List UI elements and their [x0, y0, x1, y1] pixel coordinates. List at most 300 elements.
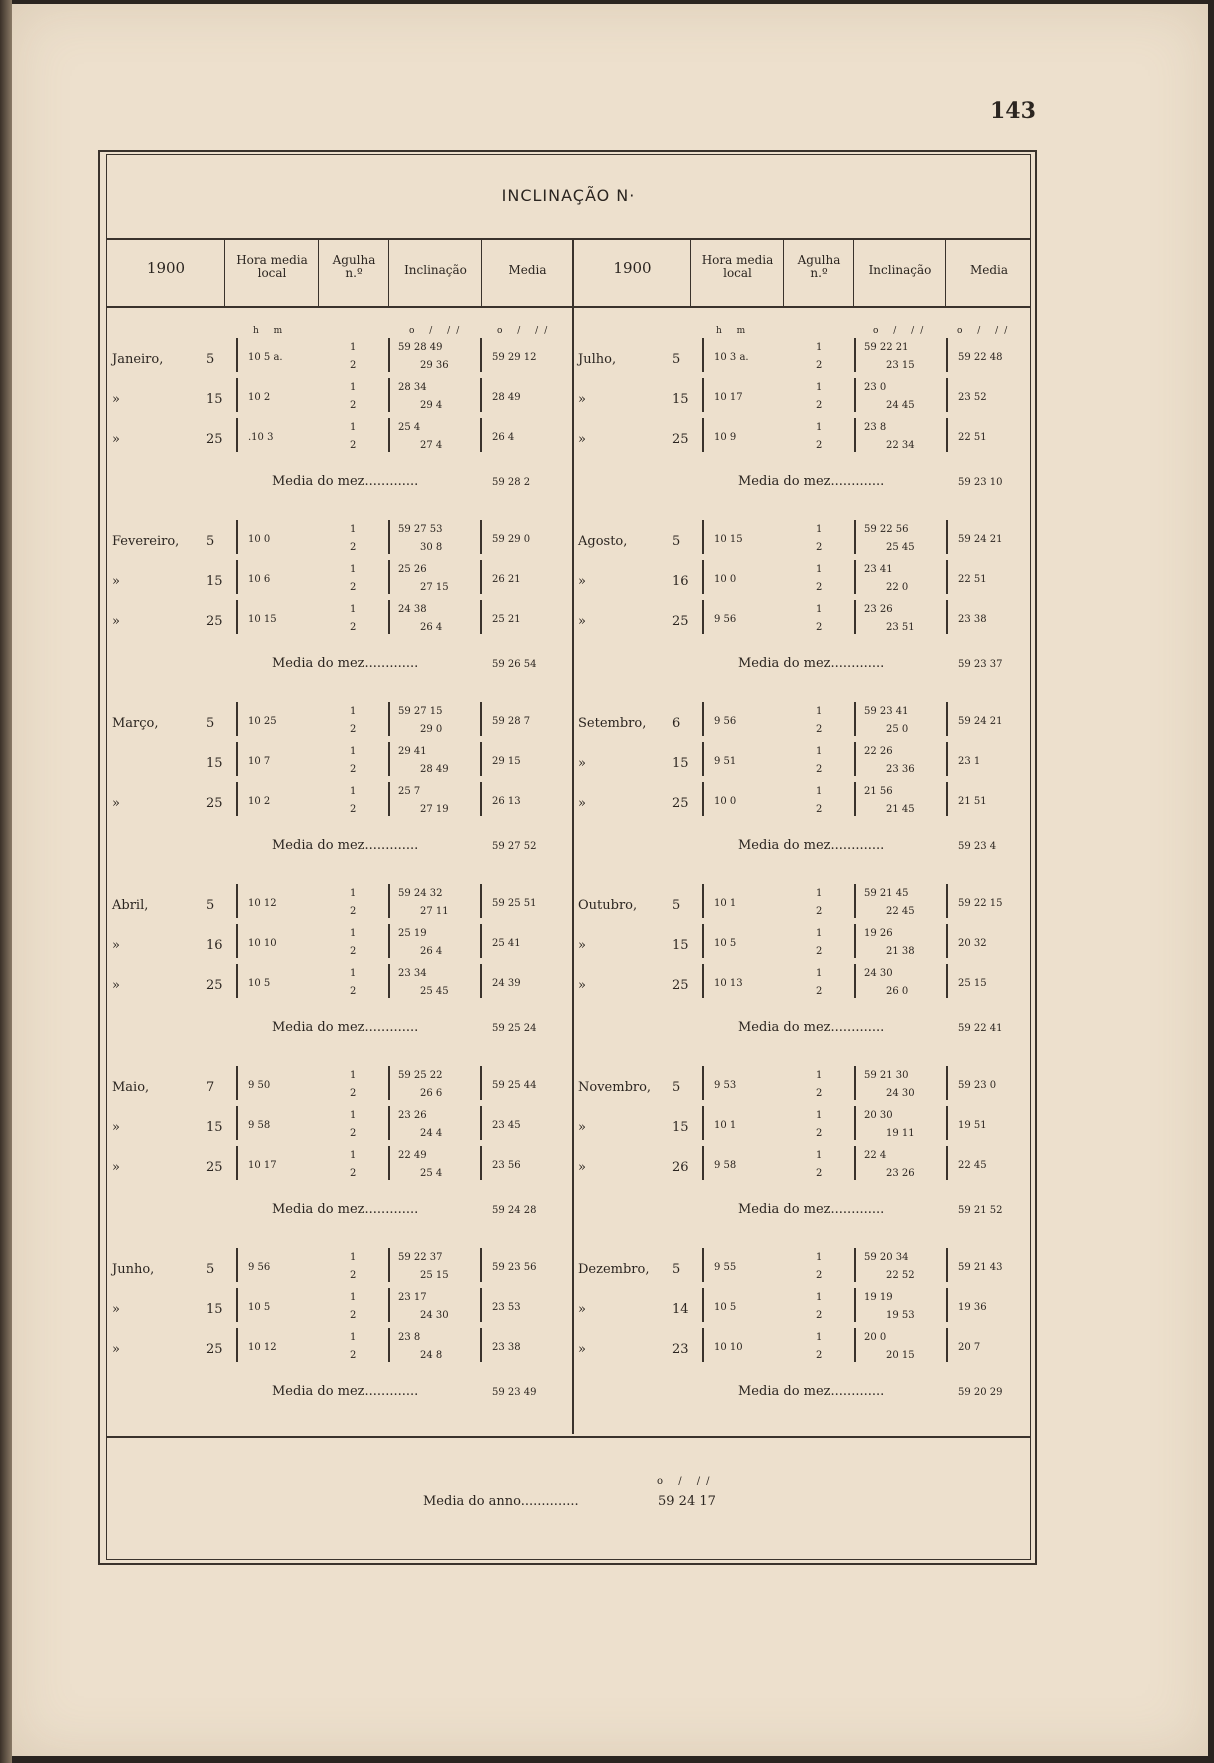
inclination-value: 21 56 [864, 786, 893, 797]
row-bracket [854, 600, 856, 634]
needle-number: 1 [350, 1332, 357, 1343]
mean-value: 20 32 [958, 938, 987, 949]
inclination-value: 59 21 45 [864, 888, 909, 899]
row-bracket [854, 884, 856, 918]
row-bracket [480, 1248, 482, 1282]
row-bracket [388, 1106, 390, 1140]
inclination-value: 29 41 [398, 746, 427, 757]
needle-number: 1 [350, 1292, 357, 1303]
mean-value: 23 56 [492, 1160, 521, 1171]
row-bracket [236, 520, 238, 554]
month-label: Outubro, [578, 898, 638, 913]
month-label: » [112, 1342, 120, 1357]
local-time: 10 12 [248, 1342, 277, 1353]
needle-number: 2 [816, 1168, 823, 1179]
row-bracket [702, 702, 704, 736]
inclination-value: 23 26 [864, 604, 893, 615]
day-number: 5 [672, 1262, 681, 1277]
central-divider [572, 238, 574, 1434]
header-sep [853, 238, 854, 306]
day-number: 15 [206, 574, 223, 589]
local-time: 10 1 [714, 898, 737, 909]
needle-number: 1 [816, 564, 823, 575]
media-do-mez-label: Media do mez............. [272, 1202, 419, 1217]
row-bracket [854, 520, 856, 554]
needle-number: 2 [816, 542, 823, 553]
month-label: » [112, 1160, 120, 1175]
needle-number: 2 [350, 360, 357, 371]
local-time: 10 15 [248, 614, 277, 625]
mean-value: 23 38 [958, 614, 987, 625]
needle-number: 2 [350, 622, 357, 633]
row-bracket [388, 924, 390, 958]
row-bracket [480, 702, 482, 736]
needle-number: 2 [350, 1310, 357, 1321]
needle-number: 1 [816, 1150, 823, 1161]
inclination-value: 22 26 [864, 746, 893, 757]
media-do-mez-value: 59 22 41 [958, 1023, 1003, 1034]
day-number: 25 [206, 432, 223, 447]
book-spine [0, 0, 12, 1763]
needle-number: 2 [816, 360, 823, 371]
media-do-mez-value: 59 28 2 [492, 477, 531, 488]
inclination-value: 25 19 [398, 928, 427, 939]
row-bracket [388, 884, 390, 918]
row-bracket [388, 1288, 390, 1322]
row-bracket [946, 1288, 948, 1322]
needle-number: 1 [816, 888, 823, 899]
inclination-value: 23 8 [864, 422, 887, 433]
mean-value: 59 28 7 [492, 716, 531, 727]
row-bracket [702, 378, 704, 412]
media-do-mez-value: 59 23 49 [492, 1387, 537, 1398]
inclination-value: 59 25 22 [398, 1070, 443, 1081]
inclination-value: 27 19 [420, 804, 449, 815]
local-time: 10 17 [714, 392, 743, 403]
inclination-value: 22 49 [398, 1150, 427, 1161]
local-time: 10 0 [714, 574, 737, 585]
inclination-value: 27 15 [420, 582, 449, 593]
local-time: 10 25 [248, 716, 277, 727]
mean-value: 23 45 [492, 1120, 521, 1131]
inclination-value: 24 4 [420, 1128, 443, 1139]
local-time: 9 53 [714, 1080, 737, 1091]
mean-value: 21 51 [958, 796, 987, 807]
needle-number: 2 [816, 986, 823, 997]
row-bracket [236, 1248, 238, 1282]
day-number: 5 [672, 534, 681, 549]
media-do-mez-value: 59 21 52 [958, 1205, 1003, 1216]
month-label: » [578, 756, 586, 771]
inclination-value: 29 4 [420, 400, 443, 411]
month-label: » [112, 574, 120, 589]
row-bracket [854, 418, 856, 452]
day-number: 25 [206, 796, 223, 811]
inclination-value: 24 45 [886, 400, 915, 411]
month-label: Março, [112, 716, 159, 731]
media-do-mez-value: 59 27 52 [492, 841, 537, 852]
month-label: » [112, 614, 120, 629]
needle-number: 2 [816, 1088, 823, 1099]
row-bracket [236, 702, 238, 736]
row-bracket [946, 520, 948, 554]
local-time: 10 0 [714, 796, 737, 807]
mean-value: 19 51 [958, 1120, 987, 1131]
day-number: 5 [206, 716, 215, 731]
mean-value: 22 45 [958, 1160, 987, 1171]
row-bracket [480, 418, 482, 452]
needle-number: 1 [350, 1110, 357, 1121]
local-time: 10 12 [248, 898, 277, 909]
row-bracket [946, 884, 948, 918]
inclination-value: 20 30 [864, 1110, 893, 1121]
row-bracket [702, 1066, 704, 1100]
inclination-value: 24 8 [420, 1350, 443, 1361]
row-bracket [946, 964, 948, 998]
inclination-value: 25 26 [398, 564, 427, 575]
inclination-value: 20 15 [886, 1350, 915, 1361]
inclination-value: 24 30 [864, 968, 893, 979]
row-bracket [236, 1328, 238, 1362]
local-time: 10 1 [714, 1120, 737, 1131]
row-bracket [702, 924, 704, 958]
row-bracket [854, 964, 856, 998]
row-bracket [388, 600, 390, 634]
header-bottom-rule [106, 306, 1031, 308]
row-bracket [702, 782, 704, 816]
inclination-value: 23 15 [886, 360, 915, 371]
needle-number: 1 [816, 746, 823, 757]
header-sep [224, 238, 225, 306]
needle-number: 2 [350, 1270, 357, 1281]
inclination-value: 27 4 [420, 440, 443, 451]
needle-number: 2 [816, 1350, 823, 1361]
local-time: 10 5 [714, 1302, 737, 1313]
needle-number: 2 [816, 1128, 823, 1139]
inclination-value: 25 0 [886, 724, 909, 735]
inclination-value: 19 11 [886, 1128, 915, 1139]
media-do-mez-label: Media do mez............. [738, 474, 885, 489]
needle-number: 2 [350, 440, 357, 451]
day-number: 14 [672, 1302, 689, 1317]
row-bracket [702, 1328, 704, 1362]
day-number: 25 [206, 1342, 223, 1357]
needle-number: 1 [816, 1110, 823, 1121]
inclination-value: 25 45 [886, 542, 915, 553]
needle-number: 2 [350, 1168, 357, 1179]
month-label: » [578, 1120, 586, 1135]
media-do-mez-label: Media do mez............. [272, 838, 419, 853]
row-bracket [388, 1066, 390, 1100]
needle-number: 1 [350, 1150, 357, 1161]
local-time: 10 9 [714, 432, 737, 443]
inclination-value: 23 51 [886, 622, 915, 633]
row-bracket [946, 1328, 948, 1362]
needle-number: 1 [350, 888, 357, 899]
needle-number: 1 [816, 524, 823, 535]
day-number: 6 [672, 716, 681, 731]
needle-number: 1 [816, 382, 823, 393]
header-hora: Hora media local [236, 253, 308, 280]
needle-number: 2 [816, 582, 823, 593]
day-number: 5 [206, 534, 215, 549]
day-number: 15 [672, 938, 689, 953]
inclination-value: 21 38 [886, 946, 915, 957]
inclination-value: 59 27 15 [398, 706, 443, 717]
needle-number: 2 [350, 906, 357, 917]
month-label: Setembro, [578, 716, 647, 731]
local-time: 9 55 [714, 1262, 737, 1273]
day-number: 7 [206, 1080, 215, 1095]
mean-value: 22 51 [958, 432, 987, 443]
needle-number: 2 [350, 724, 357, 735]
row-bracket [702, 338, 704, 372]
row-bracket [702, 418, 704, 452]
annual-separator-rule [106, 1436, 1031, 1438]
row-bracket [702, 1288, 704, 1322]
header-hora-right: Hora media local [701, 253, 774, 280]
row-bracket [388, 1248, 390, 1282]
units-angle: o / // [957, 326, 1014, 336]
day-number: 5 [672, 898, 681, 913]
needle-number: 1 [350, 564, 357, 575]
inclination-value: 26 0 [886, 986, 909, 997]
local-time: 10 10 [248, 938, 277, 949]
needle-number: 2 [350, 542, 357, 553]
row-bracket [480, 378, 482, 412]
needle-number: 1 [350, 604, 357, 615]
local-time: 10 15 [714, 534, 743, 545]
row-bracket [388, 782, 390, 816]
local-time: 10 2 [248, 392, 271, 403]
row-bracket [480, 560, 482, 594]
inclination-value: 59 23 41 [864, 706, 909, 717]
mean-value: 23 38 [492, 1342, 521, 1353]
needle-number: 1 [816, 786, 823, 797]
row-bracket [854, 742, 856, 776]
needle-number: 2 [816, 906, 823, 917]
row-bracket [946, 1248, 948, 1282]
inclination-value: 59 27 53 [398, 524, 443, 535]
row-bracket [946, 742, 948, 776]
local-time: 10 5 [248, 978, 271, 989]
inclination-value: 19 53 [886, 1310, 915, 1321]
month-label: » [112, 978, 120, 993]
month-label: » [578, 432, 586, 447]
needle-number: 1 [816, 968, 823, 979]
mean-value: 59 23 0 [958, 1080, 997, 1091]
needle-number: 1 [350, 1070, 357, 1081]
needle-number: 2 [350, 804, 357, 815]
local-time: 10 13 [714, 978, 743, 989]
day-number: 16 [672, 574, 689, 589]
needle-number: 2 [350, 1128, 357, 1139]
row-bracket [480, 964, 482, 998]
media-do-mez-label: Media do mez............. [738, 838, 885, 853]
needle-number: 2 [350, 986, 357, 997]
needle-number: 2 [350, 946, 357, 957]
mean-value: 28 49 [492, 392, 521, 403]
needle-number: 2 [816, 622, 823, 633]
row-bracket [946, 782, 948, 816]
day-number: 5 [206, 898, 215, 913]
row-bracket [946, 378, 948, 412]
day-number: 15 [206, 1302, 223, 1317]
row-bracket [946, 924, 948, 958]
day-number: 5 [206, 352, 215, 367]
header-agulha-right: Agulha n.º [797, 253, 841, 280]
needle-number: 1 [816, 1332, 823, 1343]
needle-number: 1 [350, 786, 357, 797]
inclination-value: 28 34 [398, 382, 427, 393]
inclination-value: 19 26 [864, 928, 893, 939]
units-hour: h m [253, 326, 289, 336]
needle-number: 1 [816, 1070, 823, 1081]
header-media-right: Media [969, 263, 1009, 277]
mean-value: 59 22 15 [958, 898, 1003, 909]
needle-number: 2 [350, 582, 357, 593]
media-do-mez-label: Media do mez............. [272, 1384, 419, 1399]
row-bracket [480, 1066, 482, 1100]
row-bracket [946, 1146, 948, 1180]
row-bracket [480, 1146, 482, 1180]
row-bracket [854, 1248, 856, 1282]
header-year-right: 1900 [613, 259, 652, 277]
row-bracket [388, 964, 390, 998]
month-label: » [112, 796, 120, 811]
needle-number: 1 [350, 382, 357, 393]
row-bracket [946, 600, 948, 634]
month-label: » [112, 392, 120, 407]
inclination-value: 24 30 [886, 1088, 915, 1099]
inclination-value: 59 28 49 [398, 342, 443, 353]
header-sep [690, 238, 691, 306]
month-label: » [578, 574, 586, 589]
inclination-value: 23 26 [886, 1168, 915, 1179]
needle-number: 1 [816, 706, 823, 717]
inclination-value: 27 11 [420, 906, 449, 917]
needle-number: 2 [350, 764, 357, 775]
media-do-mez-label: Media do mez............. [272, 656, 419, 671]
inclination-value: 22 4 [864, 1150, 887, 1161]
local-time: 9 56 [714, 614, 737, 625]
row-bracket [388, 338, 390, 372]
needle-number: 1 [350, 422, 357, 433]
needle-number: 1 [816, 928, 823, 939]
month-label: Fevereiro, [112, 534, 180, 549]
month-label: » [578, 1302, 586, 1317]
row-bracket [480, 1288, 482, 1322]
local-time: 9 56 [248, 1262, 271, 1273]
local-time: 10 6 [248, 574, 271, 585]
local-time: 9 51 [714, 756, 737, 767]
local-time: 10 17 [248, 1160, 277, 1171]
row-bracket [236, 782, 238, 816]
row-bracket [854, 1328, 856, 1362]
month-label: » [578, 1342, 586, 1357]
local-time: 10 0 [248, 534, 271, 545]
row-bracket [236, 1066, 238, 1100]
row-bracket [854, 1106, 856, 1140]
row-bracket [480, 742, 482, 776]
mean-value: 59 21 43 [958, 1262, 1003, 1273]
mean-value: 29 15 [492, 756, 521, 767]
row-bracket [236, 560, 238, 594]
needle-number: 1 [350, 706, 357, 717]
month-label: » [578, 938, 586, 953]
row-bracket [480, 1328, 482, 1362]
inclination-value: 23 26 [398, 1110, 427, 1121]
day-number: 15 [206, 1120, 223, 1135]
day-number: 25 [672, 978, 689, 993]
row-bracket [480, 924, 482, 958]
inclination-value: 59 22 21 [864, 342, 909, 353]
row-bracket [236, 378, 238, 412]
media-do-mez-label: Media do mez............. [272, 474, 419, 489]
needle-number: 1 [350, 1252, 357, 1263]
mean-value: 25 15 [958, 978, 987, 989]
mean-value: 26 21 [492, 574, 521, 585]
row-bracket [480, 520, 482, 554]
row-bracket [480, 884, 482, 918]
row-bracket [946, 338, 948, 372]
row-bracket [854, 560, 856, 594]
local-time: 10 7 [248, 756, 271, 767]
inclination-value: 23 17 [398, 1292, 427, 1303]
inclination-value: 29 36 [420, 360, 449, 371]
row-bracket [236, 742, 238, 776]
row-bracket [388, 560, 390, 594]
header-sep [388, 238, 389, 306]
day-number: 23 [672, 1342, 689, 1357]
annual-units: o / // [657, 1476, 716, 1487]
media-do-mez-label: Media do mez............. [272, 1020, 419, 1035]
row-bracket [480, 1106, 482, 1140]
media-do-mez-value: 59 26 54 [492, 659, 537, 670]
month-label: Agosto, [578, 534, 628, 549]
mean-value: 26 4 [492, 432, 515, 443]
header-year: 1900 [146, 259, 186, 277]
units-angle: o / // [873, 326, 930, 336]
local-time: 9 58 [714, 1160, 737, 1171]
month-label: Junho, [112, 1262, 155, 1277]
month-label: » [112, 432, 120, 447]
mean-value: 23 52 [958, 392, 987, 403]
row-bracket [702, 1106, 704, 1140]
header-sep [481, 238, 482, 306]
month-label: Dezembro, [578, 1262, 650, 1277]
day-number: 15 [672, 1120, 689, 1135]
row-bracket [480, 600, 482, 634]
day-number: 25 [206, 978, 223, 993]
local-time: 10 5 [248, 1302, 271, 1313]
header-sep [783, 238, 784, 306]
needle-number: 2 [350, 1350, 357, 1361]
mean-value: 20 7 [958, 1342, 981, 1353]
header-inclinacao: Inclinação [404, 263, 467, 277]
month-label: Novembro, [578, 1080, 652, 1095]
media-do-mez-value: 59 20 29 [958, 1387, 1003, 1398]
row-bracket [702, 964, 704, 998]
annual-label: Media do anno.............. [423, 1494, 579, 1509]
row-bracket [854, 924, 856, 958]
mean-value: 59 24 21 [958, 534, 1003, 545]
row-bracket [388, 378, 390, 412]
header-media: Media [508, 263, 547, 277]
needle-number: 1 [816, 1292, 823, 1303]
inclination-value: 22 0 [886, 582, 909, 593]
day-number: 25 [206, 1160, 223, 1175]
